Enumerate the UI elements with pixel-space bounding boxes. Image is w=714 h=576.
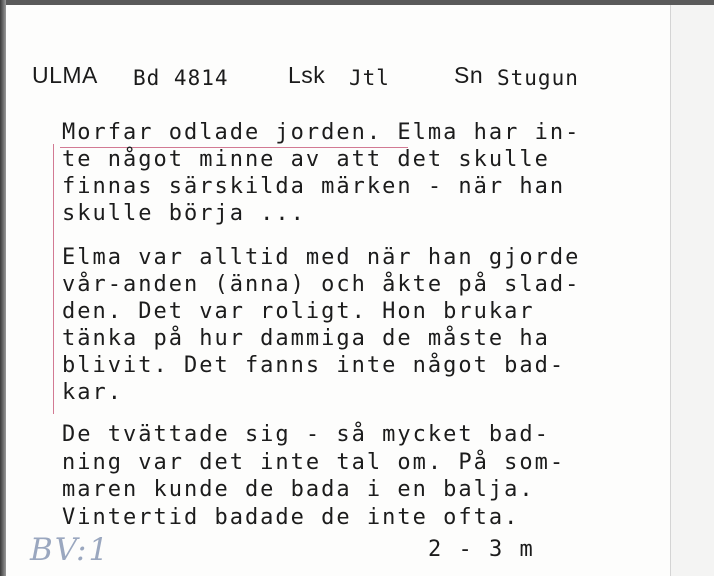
text-line: te något minne av att det skulle — [62, 147, 550, 172]
record-number: Bd 4814 — [133, 66, 229, 90]
text-line: den. Det var roligt. Hon brukar — [62, 299, 535, 324]
archive-code: ULMA — [32, 62, 98, 88]
text-line: vår-anden (änna) och åkte på slad- — [62, 272, 581, 297]
card-header — [32, 62, 632, 96]
card-top-edge — [0, 0, 714, 5]
text-line: Morfar odlade jorden. Elma har in- — [62, 120, 581, 145]
text-line: blivit. Det fanns inte något bad- — [62, 353, 566, 378]
text-line: finnas särskilda märken - när han — [62, 174, 566, 199]
page-number: 2 - 3 m — [428, 537, 535, 562]
text-line: De tvättade sig - så mycket bad- — [62, 422, 550, 447]
handwritten-mark: BV:1 — [30, 532, 111, 568]
text-line: ning var det inte tal om. På som- — [62, 450, 566, 475]
province-value: Jtl — [349, 66, 390, 90]
card-left-edge — [0, 0, 6, 576]
parish-label: Sn — [454, 62, 484, 88]
margin-rule — [53, 144, 54, 414]
text-line: kar. — [62, 380, 123, 405]
text-line: tänka på hur dammiga de måste ha — [62, 326, 550, 351]
parish-value: Stugun — [497, 66, 579, 90]
text-line: skulle börja ... — [62, 201, 306, 226]
card-right-strip — [670, 5, 714, 576]
text-line: Elma var alltid med när han gjorde — [62, 245, 581, 270]
text-line: Vintertid badade de inte ofta. — [62, 505, 520, 530]
text-line: maren kunde de bada i en balja. — [62, 477, 535, 502]
province-label: Lsk — [288, 62, 326, 88]
